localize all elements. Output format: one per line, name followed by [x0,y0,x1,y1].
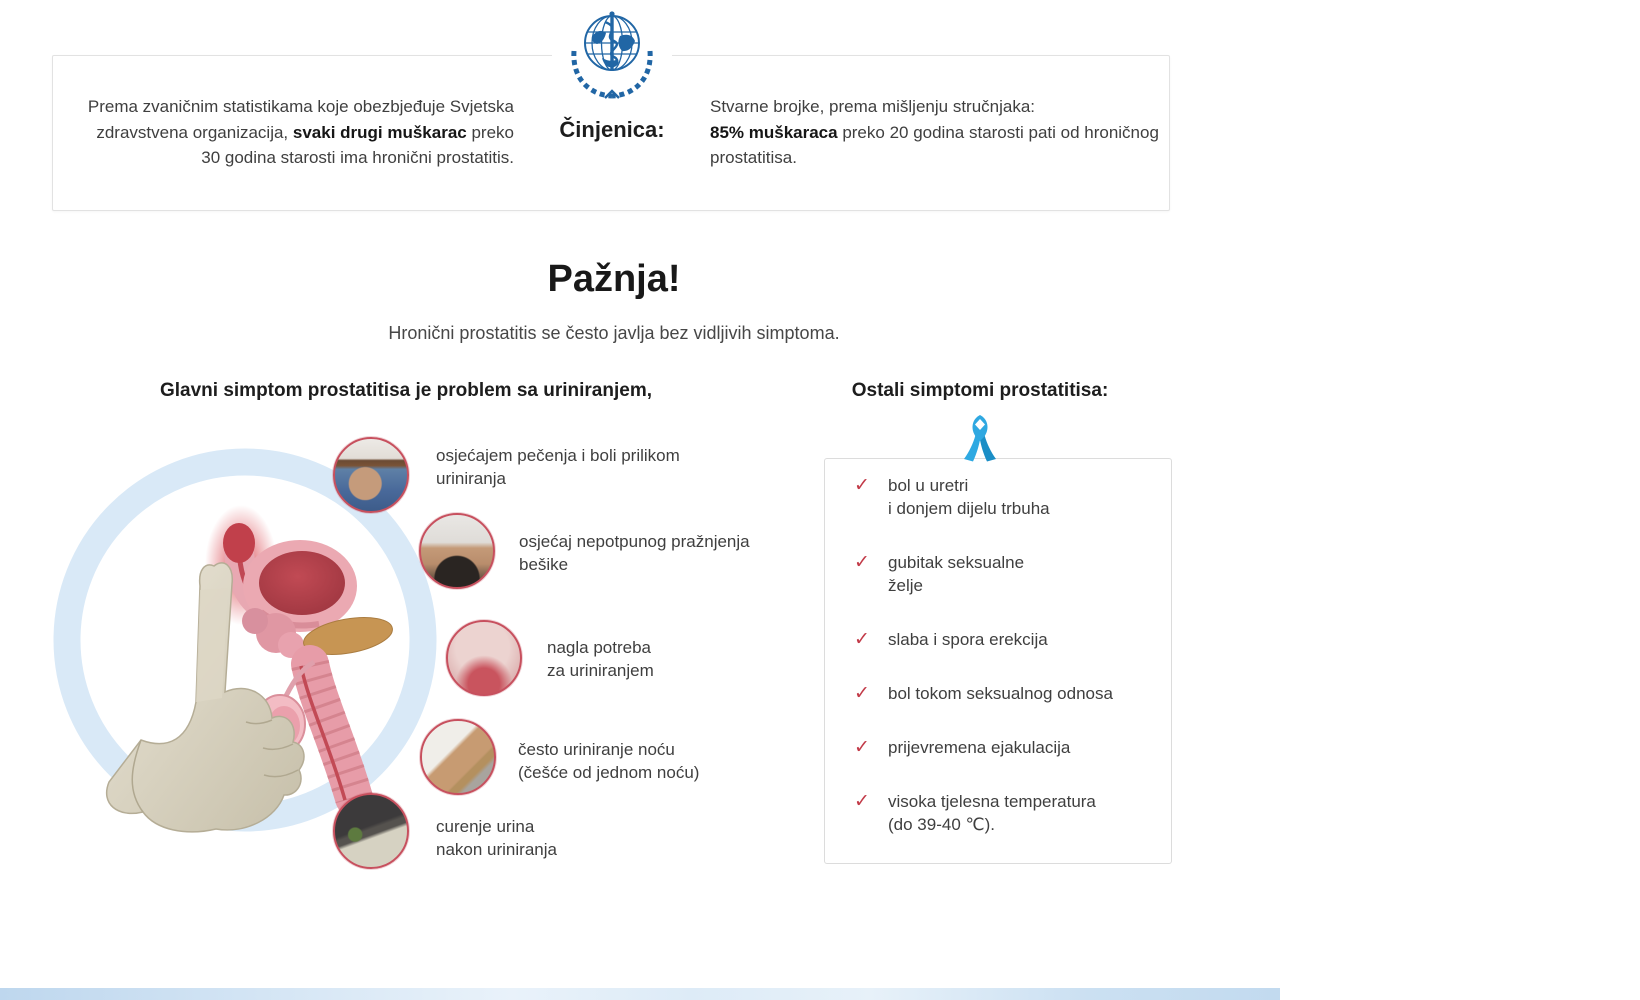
left-column-heading: Glavni simptom prostatitisa je problem sa uriniranjem, [159,380,652,401]
other-symptoms-list [854,474,1154,867]
symptom-line: bol u uretri [888,476,969,495]
fact-left-text [80,94,514,171]
symptom-item-urethra-pain [854,474,1154,520]
next-section-bar [0,988,1280,1000]
symptom-item-fever [854,790,1154,836]
symptom-line: (češće od jednom noću) [518,763,700,782]
symptom-label-leak [436,815,557,861]
symptom-label-night [518,738,699,784]
symptom-line: za uriniranjem [547,661,654,680]
blue-ribbon-icon [960,414,1000,462]
symptom-line: želje [888,576,923,595]
symptom-line: visoka tjelesna temperatura [888,792,1096,811]
incomplete-emptying-photo [419,513,495,589]
symptom-text [888,682,1113,705]
who-logo-icon [552,2,672,108]
symptom-label-burning [436,444,680,490]
fact-left-bold: svaki drugi muškarac [292,122,467,142]
checkmark-icon: ✓ [854,475,870,496]
symptom-line: bešike [519,555,569,574]
symptom-line: curenje urina [436,817,535,836]
urine-leak-photo [333,793,409,869]
symptom-line: prijevremena ejakulacija [888,738,1071,757]
clutching-groin-photo [333,437,409,513]
checkmark-icon: ✓ [854,737,870,758]
fact-label: Činjenica: [559,117,665,142]
night-urination-photo [420,719,496,795]
symptom-item-pain-intercourse [854,682,1154,705]
symptom-text [888,736,1070,759]
symptom-line: nakon uriniranja [436,840,557,859]
symptom-line: često uriniranje noću [518,740,675,759]
who-logo-svg [564,7,660,103]
symptom-line: nagla potreba [547,638,651,657]
fact-right-post: preko 20 godina starosti pati od hroničnog prostatitisa. [710,122,1159,167]
symptom-line: gubitak seksualne [888,553,1025,572]
blue-ribbon-svg [960,414,1000,462]
fact-right-bold: 85% muškaraca [710,122,838,142]
symptom-label-emptying [519,530,750,576]
symptom-text [888,790,1096,836]
symptom-item-weak-erection [854,628,1154,651]
symptom-line: i donjem dijelu trbuha [888,499,1050,518]
symptom-item-libido-loss [854,551,1154,597]
symptom-line: slaba i spora erekcija [888,630,1048,649]
symptom-line: uriniranja [436,469,506,488]
symptom-item-premature-ejaculation [854,736,1154,759]
attention-title: Pažnja! [547,258,681,300]
checkmark-icon: ✓ [854,552,870,573]
symptom-line: osjećajem pečenja i boli prilikom [436,446,680,465]
symptom-text [888,628,1048,651]
fact-left-pre: Prema zvaničnim statistikama koje obezbjeđuje Svjetska zdravstvena organizacija, [87,97,514,142]
fact-left-post: preko 30 godina starosti ima hronični prostatitis. [201,122,514,167]
symptom-line: (do 39-40 ℃). [888,815,995,834]
symptom-line: bol tokom seksualnog odnosa [888,684,1113,703]
attention-subtitle: Hronični prostatitis se često javlja bez vidljivih simptoma. [388,323,840,343]
symptom-label-urgency [547,636,654,682]
fact-right-text [710,94,1172,171]
checkmark-icon: ✓ [854,683,870,704]
checkmark-icon: ✓ [854,791,870,812]
checkmark-icon: ✓ [854,629,870,650]
symptom-line: osjećaj nepotpunog pražnjenja [519,532,750,551]
inflamed-bladder-photo [446,620,522,696]
fact-right-intro: Stvarne brojke, prema mišljenju stručnjaka: [710,97,1036,116]
symptom-text [888,551,1024,597]
symptom-text [888,474,1050,520]
fact-right-detail [710,120,1172,171]
right-column-heading: Ostali simptomi prostatitisa: [851,380,1109,401]
